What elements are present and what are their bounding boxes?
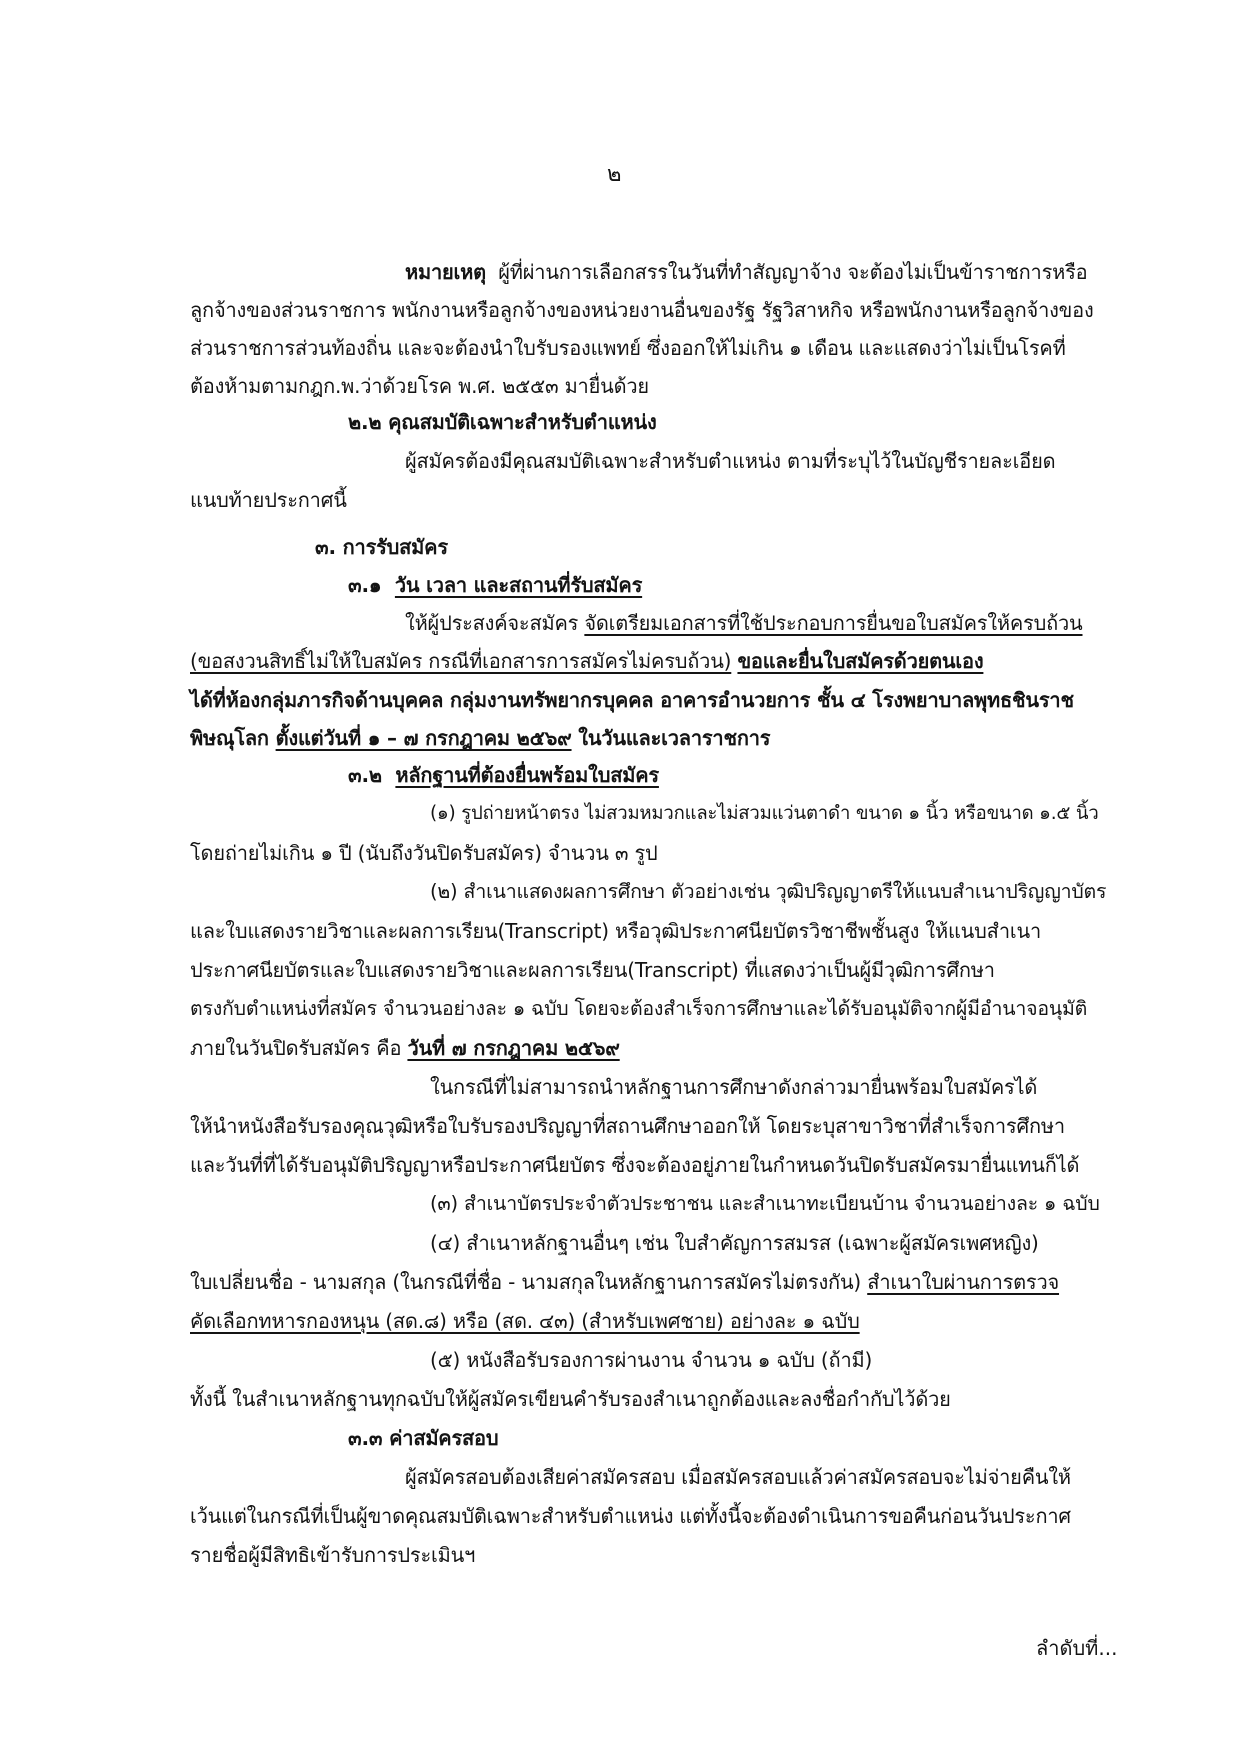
section-3-1-heading: [348, 570, 642, 600]
page-number: ๒: [607, 162, 622, 187]
s3-1-l1-underlined: จัดเตรียมเอกสารที่ใช้ประกอบการยื่นขอใบสมัครให้ครบถ้วน: [584, 611, 1083, 635]
section-3-1-line-4: [190, 723, 770, 753]
note-line-1: [405, 257, 1087, 287]
section-3-2-number: ๓.๒: [348, 763, 382, 787]
section-3-heading: ๓. การรับสมัคร: [315, 535, 448, 559]
item-4-l2-underlined: สำเนาใบผ่านการตรวจ: [867, 1270, 1060, 1294]
item-2-line-2: และใบแสดงรายวิชาและผลการเรียน(Transcript) หรือวุฒิประกาศนียบัตรวิชาชีพชั้นสูง ให้แนบสำเนา: [190, 919, 1041, 943]
section-3-3-heading: ๓.๓ ค่าสมัครสอบ: [348, 1426, 499, 1450]
section-3-3-line-3: รายชื่อผู้มีสิทธิเข้ารับการประเมินฯ: [190, 1543, 476, 1567]
section-2-2-line-1: ผู้สมัครต้องมีคุณสมบัติเฉพาะสำหรับตำแหน่ง ตามที่ระบุไว้ในบัญชีรายละเอียด: [405, 449, 1056, 473]
item-1-line-1: (๑) รูปถ่ายหน้าตรง ไม่สวมหมวกและไม่สวมแว่นตาดำ ขนาด ๑ นิ้ว หรือขนาด ๑.๕ นิ้ว: [430, 803, 1099, 824]
section-3-1-number: ๓.๑: [348, 573, 382, 597]
note-line-2: ลูกจ้างของส่วนราชการ พนักงานหรือลูกจ้างของหน่วยงานอื่นของรัฐ รัฐวิสาหกิจ หรือพนักงานหรือลูกจ้างของ: [190, 298, 1094, 322]
item-5: (๕) หนังสือรับรองการผ่านงาน จำนวน ๑ ฉบับ (ถ้ามี): [430, 1348, 873, 1372]
s3-1-l2-bold-underlined: ขอและยื่นใบสมัครด้วยตนเอง: [737, 649, 984, 673]
section-3-1-line-1: [405, 608, 1083, 638]
item-2-line-5: [190, 1033, 620, 1063]
item-2-line-1: (๒) สำเนาแสดงผลการศึกษา ตัวอย่างเช่น วุฒิปริญญาตรีให้แนบสำเนาปริญญาบัตร: [430, 880, 1107, 903]
closing-note: ทั้งนี้ ในสำเนาหลักฐานทุกฉบับให้ผู้สมัครเขียนคำรับรองสำเนาถูกต้องและลงชื่อกำกับไว้ด้วย: [190, 1387, 951, 1411]
s3-1-l4-dates: ตั้งแต่วันที่ ๑ – ๗ กรกฎาคม ๒๕๖๙: [275, 726, 572, 750]
continued-footer: ลำดับที่...: [1036, 1636, 1118, 1660]
s3-1-l4-a: พิษณุโลก: [190, 726, 269, 750]
note-text-1: ผู้ที่ผ่านการเลือกสรรในวันที่ทำสัญญาจ้าง จะต้องไม่เป็นข้าราชการหรือ: [498, 260, 1088, 284]
section-2-2-line-2: แนบท้ายประกาศนี้: [190, 488, 347, 512]
note-label: หมายเหตุ: [405, 260, 486, 284]
item-4-l3-underlined: คัดเลือกทหารกองหนุน (สด.๘) หรือ (สด. ๔๓) (สำหรับเพศชาย) อย่างละ ๑ ฉบับ: [190, 1309, 860, 1333]
item-4-line-2: [190, 1267, 1059, 1297]
section-3-1-line-3: ได้ที่ห้องกลุ่มภารกิจด้านบุคคล กลุ่มงานทรัพยากรบุคคล อาคารอำนวยการ ชั้น ๔ โรงพยาบาลพุทธชินราช: [190, 688, 1074, 712]
item-4-line-3: [190, 1306, 860, 1336]
item-2-l5-date: วันที่ ๗ กรกฎาคม ๒๕๖๙: [407, 1036, 620, 1060]
alt-line-1: ในกรณีที่ไม่สามารถนำหลักฐานการศึกษาดังกล่าวมายื่นพร้อมใบสมัครได้: [430, 1075, 1038, 1099]
note-line-4: ต้องห้ามตามกฎก.พ.ว่าด้วยโรค พ.ศ. ๒๕๕๓ มายื่นด้วย: [190, 374, 649, 398]
item-2-l5-plain: ภายในวันปิดรับสมัคร คือ: [190, 1036, 402, 1060]
item-2-line-3: ประกาศนียบัตรและใบแสดงรายวิชาและผลการเรียน(Transcript) ที่แสดงว่าเป็นผู้มีวุฒิการศึกษา: [190, 958, 995, 982]
item-1-line-2: โดยถ่ายไม่เกิน ๑ ปี (นับถึงวันปิดรับสมัคร) จำนวน ๓ รูป: [190, 841, 658, 865]
section-3-1-title: วัน เวลา และสถานที่รับสมัคร: [394, 573, 643, 597]
section-3-3-line-1: ผู้สมัครสอบต้องเสียค่าสมัครสอบ เมื่อสมัครสอบแล้วค่าสมัครสอบจะไม่จ่ายคืนให้: [405, 1465, 1071, 1489]
section-3-1-line-2: [190, 646, 983, 676]
alt-line-3: และวันที่ที่ได้รับอนุมัติปริญญาหรือประกาศนียบัตร ซึ่งจะต้องอยู่ภายในกำหนดวันปิดรับสมัครมายื่นแทนก็ได้: [190, 1153, 1080, 1177]
s3-1-l1-plain: ให้ผู้ประสงค์จะสมัคร: [405, 611, 579, 635]
section-2-2-heading: ๒.๒ คุณสมบัติเฉพาะสำหรับตำแหน่ง: [348, 410, 657, 434]
item-3: (๓) สำเนาบัตรประจำตัวประชาชน และสำเนาทะเบียนบ้าน จำนวนอย่างละ ๑ ฉบับ: [430, 1192, 1100, 1215]
alt-line-2: ให้นำหนังสือรับรองคุณวุฒิหรือใบรับรองปริญญาที่สถานศึกษาออกให้ โดยระบุสาขาวิชาที่สำเร็จการศึกษา: [190, 1114, 1065, 1138]
note-line-3: ส่วนราชการส่วนท้องถิ่น และจะต้องนำใบรับรองแพทย์ ซึ่งออกให้ไม่เกิน ๑ เดือน และแสดงว่าไม่เป็นโรคที่: [190, 336, 1066, 360]
section-3-2-title: หลักฐานที่ต้องยื่นพร้อมใบสมัคร: [395, 763, 659, 787]
item-2-line-4: ตรงกับตำแหน่งที่สมัคร จำนวนอย่างละ ๑ ฉบับ โดยจะต้องสำเร็จการศึกษาและได้รับอนุมัติจากผู้มีอำนาจอนุมัติ: [190, 997, 1088, 1020]
section-3-2-heading: [348, 760, 659, 790]
item-4-line-1: (๔) สำเนาหลักฐานอื่นๆ เช่น ใบสำคัญการสมรส (เฉพาะผู้สมัครเพศหญิง): [430, 1231, 1039, 1255]
item-4-l2-plain: ใบเปลี่ยนชื่อ - นามสกุล (ในกรณีที่ชื่อ - นามสกุลในหลักฐานการสมัครไม่ตรงกัน): [190, 1270, 862, 1294]
section-3-3-line-2: เว้นแต่ในกรณีที่เป็นผู้ขาดคุณสมบัติเฉพาะสำหรับตำแหน่ง แต่ทั้งนี้จะต้องดำเนินการขอคืนก่อนวันประกาศ: [190, 1504, 1071, 1528]
s3-1-l4-b: ในวันและเวลาราชการ: [578, 726, 771, 750]
s3-1-l2-underlined: (ขอสงวนสิทธิ์ไม่ให้ใบสมัคร กรณีที่เอกสารการสมัครไม่ครบถ้วน): [190, 649, 732, 673]
